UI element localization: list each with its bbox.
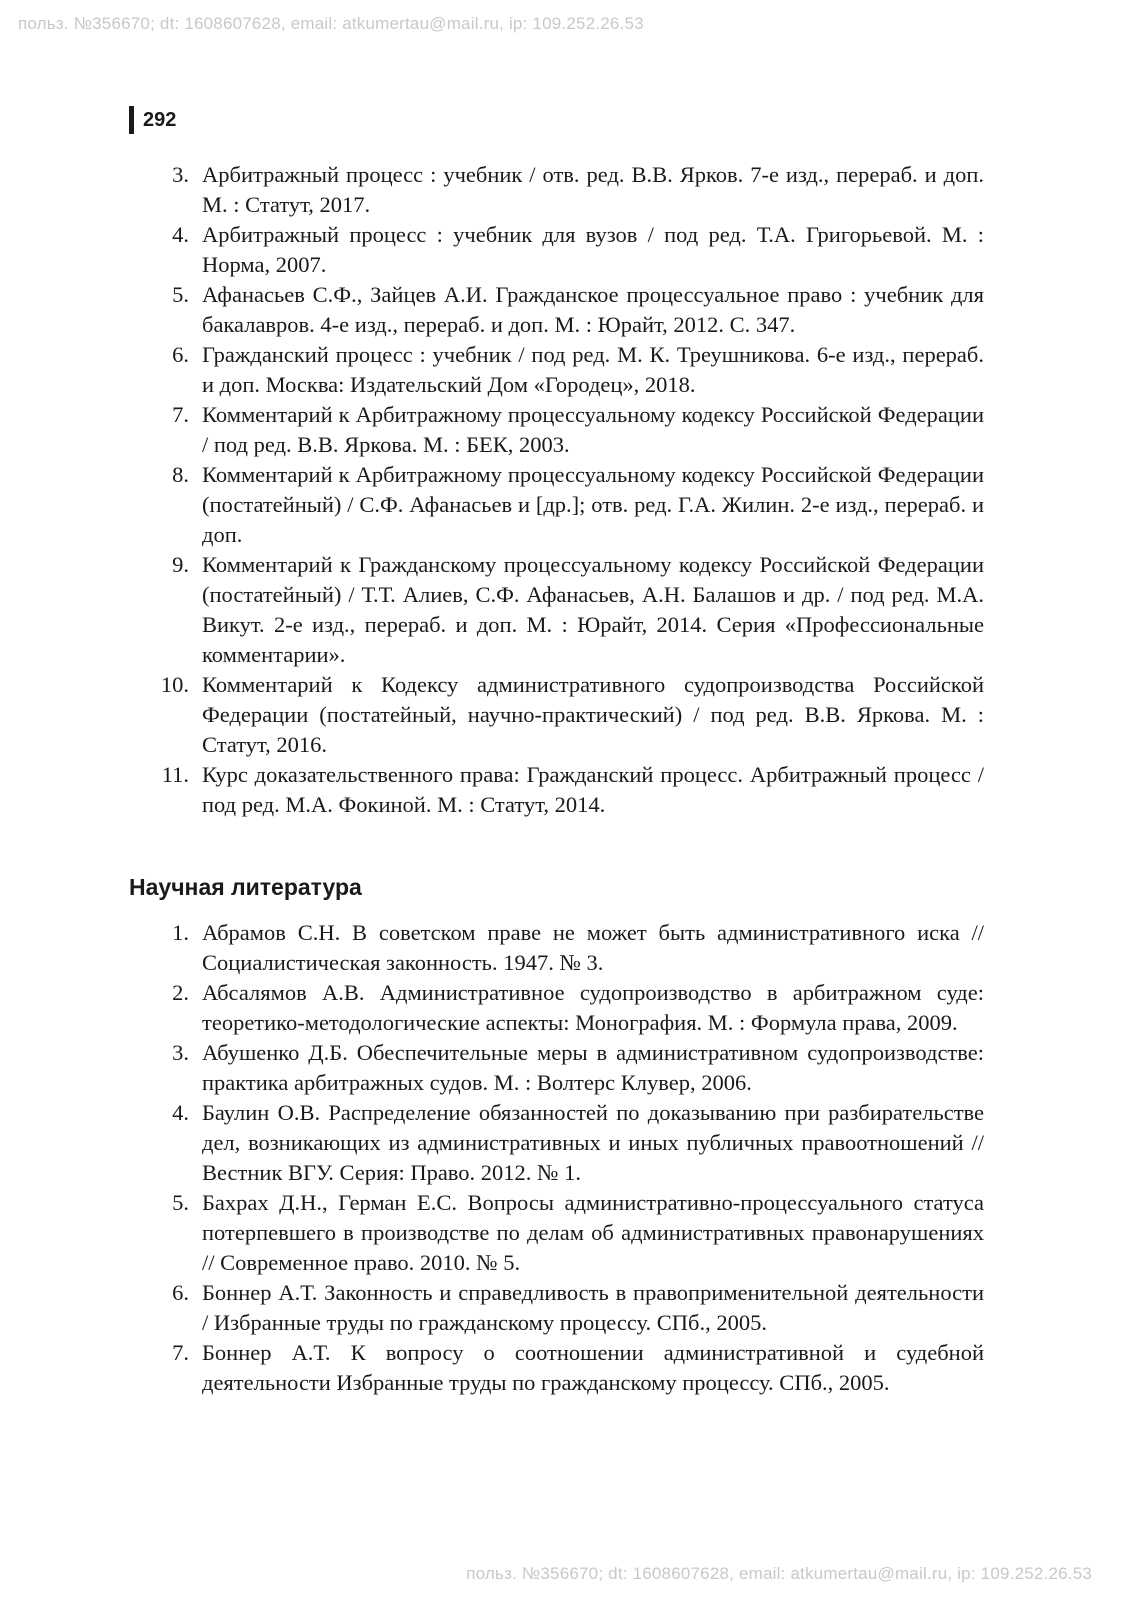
list-item: [129, 918, 984, 978]
item-text: Комментарий к Кодексу административного судопроизводства Российской Федерации (постатейный, научно-практический) / под ред. В.В. Яркова. М. : Статут, 2016.: [202, 672, 984, 757]
item-text: Арбитражный процесс : учебник для вузов / под ред. Т.А. Григорьевой. М. : Норма, 2007.: [202, 222, 984, 277]
item-text: Курс доказательственного права: Гражданский процесс. Арбитражный процесс / под ред. М.А. Фокиной. М. : Статут, 2014.: [202, 762, 984, 817]
page-header: [129, 106, 176, 134]
item-number: 10.: [160, 672, 189, 697]
item-number: 1.: [172, 920, 189, 945]
watermark-bottom: польз. №356670; dt: 1608607628, email: atkumertau@mail.ru, ip: 109.252.26.53: [466, 1564, 1092, 1583]
item-number: 2.: [172, 980, 189, 1005]
list-item: [129, 400, 984, 460]
watermark-top: польз. №356670; dt: 1608607628, email: atkumertau@mail.ru, ip: 109.252.26.53: [18, 14, 644, 33]
list-item: [129, 1278, 984, 1338]
list-item: [129, 1188, 984, 1278]
item-number: 11.: [161, 762, 189, 787]
page-number: 292: [143, 108, 177, 131]
item-number: 5.: [172, 1190, 189, 1215]
item-text: Абсалямов А.В. Административное судопроизводство в арбитражном суде: теоретико-методологические аспекты: Монография. М. : Формула права, 2009.: [202, 980, 984, 1035]
list-item: [129, 280, 984, 340]
list-item: [129, 340, 984, 400]
list-item: [129, 460, 984, 550]
item-number: 3.: [172, 1040, 189, 1065]
section-title: Научная литература: [129, 874, 362, 900]
item-number: 8.: [172, 462, 189, 487]
item-text: Боннер А.Т. К вопросу о соотношении административной и судебной деятельности Избранные труды по гражданскому процессу. СПб., 2005.: [202, 1340, 984, 1395]
list-item: [129, 1098, 984, 1188]
list-item: [129, 978, 984, 1038]
item-number: 3.: [172, 162, 189, 187]
item-number: 4.: [172, 1100, 189, 1125]
item-text: Абрамов С.Н. В советском праве не может быть административного иска // Социалистическая законность. 1947. № 3.: [202, 920, 984, 975]
list-item: [129, 220, 984, 280]
item-text: Абушенко Д.Б. Обеспечительные меры в административном судопроизводстве: практика арбитражных судов. М. : Волтерс Клувер, 2006.: [202, 1040, 984, 1095]
item-text: Баулин О.В. Распределение обязанностей по доказыванию при разбирательстве дел, возникающих из административных и иных публичных правоотношений // Вестник ВГУ. Серия: Право. 2012. № 1.: [202, 1100, 984, 1185]
item-text: Комментарий к Гражданскому процессуальному кодексу Российской Федерации (постатейный) / Т.Т. Алиев, С.Ф. Афанасьев, А.Н. Балашов и др. / под ред. М.А. Викут. 2-е изд., перераб. и доп. М. : Юрайт, 2014. Серия «Профессиональные комментарии».: [202, 552, 984, 667]
item-number: 9.: [172, 552, 189, 577]
list-item: [129, 550, 984, 670]
list-item: [129, 160, 984, 220]
item-number: 5.: [172, 282, 189, 307]
reference-list-scientific: [129, 918, 984, 1398]
item-number: 6.: [172, 1280, 189, 1305]
item-number: 6.: [172, 342, 189, 367]
list-item: [129, 760, 984, 820]
item-number: 7.: [172, 402, 189, 427]
page-content: [129, 160, 984, 1398]
item-number: 7.: [172, 1340, 189, 1365]
item-text: Комментарий к Арбитражному процессуальному кодексу Российской Федерации / под ред. В.В. Яркова. М. : БЕК, 2003.: [202, 402, 984, 457]
item-text: Арбитражный процесс : учебник / отв. ред. В.В. Ярков. 7-е изд., перераб. и доп. М. : Статут, 2017.: [202, 162, 984, 217]
item-text: Боннер А.Т. Законность и справедливость в правоприменительной деятельности / Избранные труды по гражданскому процессу. СПб., 2005.: [202, 1280, 984, 1335]
item-text: Бахрах Д.Н., Герман Е.С. Вопросы административно-процессуального статуса потерпевшего в производстве по делам об административных правонарушениях // Современное право. 2010. № 5.: [202, 1190, 984, 1275]
list-item: [129, 1338, 984, 1398]
list-item: [129, 1038, 984, 1098]
list-item: [129, 670, 984, 760]
item-number: 4.: [172, 222, 189, 247]
item-text: Комментарий к Арбитражному процессуальному кодексу Российской Федерации (постатейный) / С.Ф. Афанасьев и [др.]; отв. ред. Г.А. Жилин. 2-е изд., перераб. и доп.: [202, 462, 984, 547]
page-marker-bar: [129, 106, 134, 134]
item-text: Афанасьев С.Ф., Зайцев А.И. Гражданское процессуальное право : учебник для бакалавров. 4-е изд., перераб. и доп. М. : Юрайт, 2012. С. 347.: [202, 282, 984, 337]
reference-list-textbooks: [129, 160, 984, 820]
item-text: Гражданский процесс : учебник / под ред. М. К. Треушникова. 6-е изд., перераб. и доп. Москва: Издательский Дом «Городец», 2018.: [202, 342, 984, 397]
